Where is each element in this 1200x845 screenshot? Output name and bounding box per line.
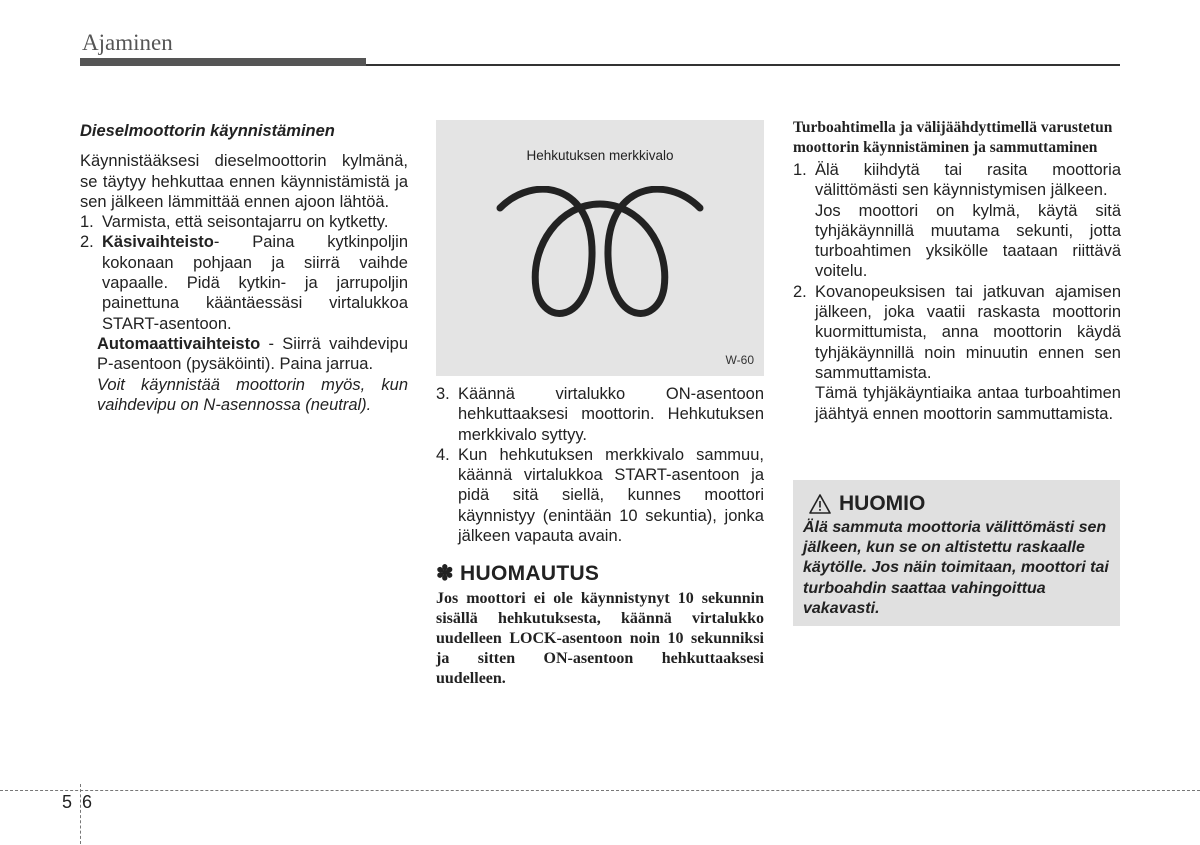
list-text: Älä kiihdytä tai rasita moottoria välittömästi sen käynnistymisen jälkeen. — [815, 161, 1121, 200]
note-body: Jos moottori ei ole käynnistynyt 10 sekunnin sisällä hehkutuksesta, käännä virtalukko uudelleen LOCK-asentoon noin 10 sekunniksi ja sitten ON-asentoon hehkuttaaksesi uudelleen. — [436, 589, 764, 688]
column-right — [793, 118, 1121, 424]
glow-plug-coil-icon — [494, 186, 706, 336]
footer-rule — [0, 790, 1200, 791]
list-text: Varmista, että seisontajarru on kytketty. — [102, 213, 389, 232]
list-item — [793, 282, 1121, 383]
caution-box — [793, 480, 1120, 626]
figure-glow-indicator — [436, 120, 764, 376]
list-text — [102, 232, 408, 333]
list-item — [80, 232, 408, 333]
list-number: 1. — [793, 161, 807, 179]
page-chapter: 5 — [62, 792, 73, 812]
figure-caption: Hehkutuksen merkkivalo — [526, 148, 674, 163]
list-number: 3. — [436, 385, 450, 403]
note-star-icon: ✽ — [436, 562, 454, 586]
list-text: Kovanopeuksisen tai jatkuvan ajamisen jälkeen, joka vaatii raskasta moottorin kuormittumista, anna moottorin käydä tyhjäkäynnillä noin minuutin ennen sen sammuttamista. — [815, 282, 1121, 382]
automatic-transmission-label: Automaattivaihteisto — [97, 334, 261, 353]
list-number: 4. — [436, 445, 450, 464]
column-left — [80, 121, 408, 415]
header-title: Ajaminen — [82, 30, 173, 55]
list-item — [793, 160, 1121, 201]
caution-header — [809, 492, 925, 516]
note-title: HUOMAUTUS — [460, 562, 600, 586]
list-item — [436, 445, 764, 546]
figure-code: W-60 — [725, 353, 754, 367]
header-rule-accent — [80, 58, 366, 66]
neutral-note: Voit käynnistää moottorin myös, kun vaihdevipu on N-asennossa (neutral). — [97, 375, 408, 414]
turbo-heading: Turboahtimella ja välijäähdyttimellä varustetun moottorin käynnistäminen ja sammuttaminen — [793, 119, 1113, 156]
manual-transmission-text: - Paina kytkinpoljin kokonaan pohjaan ja siirrä vaihde vapaalle. Pidä kytkin- ja jarrupoljin painettuna kääntäessäsi virtalukkoa START-asentoon. — [102, 233, 408, 333]
page-number — [62, 792, 92, 813]
warning-triangle-icon — [809, 494, 831, 514]
manual-transmission-label: Käsivaihteisto — [102, 233, 214, 252]
list-subparagraph: Jos moottori on kylmä, käytä sitä tyhjäkäynnillä muutama sekunti, jotta turboahtimen yksikölle taataan riittävä voitelu. — [815, 201, 1121, 281]
page-num: 6 — [82, 792, 93, 812]
list-number: 1. — [80, 213, 94, 232]
section-subheading: Dieselmoottorin käynnistäminen — [80, 122, 335, 140]
note-heading — [436, 564, 764, 584]
list-number: 2. — [793, 282, 807, 301]
list-subparagraph: Tämä tyhjäkäyntiaika antaa turboahtimen jäähtyä ennen moottorin sammuttamista. — [815, 384, 1121, 423]
intro-paragraph: Käynnistääksesi dieselmoottorin kylmänä, se täytyy hehkuttaa ennen käynnistämistä ja sen jälkeen lämmittää ennen ajoon lähtöä. — [80, 152, 408, 211]
list-text: Kun hehkutuksen merkkivalo sammuu, käännä virtalukkoa START-asentoon ja pidä sitä siellä, kunnes moottori käynnistyy (enintään 10 sekuntia), jonka jälkeen vapauta avain. — [458, 445, 764, 546]
list-number: 2. — [80, 233, 94, 252]
automatic-paragraph — [80, 334, 408, 375]
caution-title: HUOMIO — [839, 492, 926, 515]
column-middle — [436, 384, 764, 690]
caution-text: Älä sammuta moottoria välittömästi sen jälkeen, kun se on altistettu raskaalle käytölle. Jos näin toimitaan, moottori tai turboahdin saattaa vahingoittua vakavasti. — [803, 519, 1109, 617]
list-item — [80, 212, 408, 232]
list-item — [436, 384, 764, 445]
automatic-transmission-text: - Siirrä vaihdevipu P-asentoon (pysäköinti). Paina jarrua. — [97, 334, 408, 374]
list-text: Käännä virtalukko ON-asentoon hehkuttaaksesi moottorin. Hehkutuksen merkkivalo syttyy. — [458, 385, 764, 444]
